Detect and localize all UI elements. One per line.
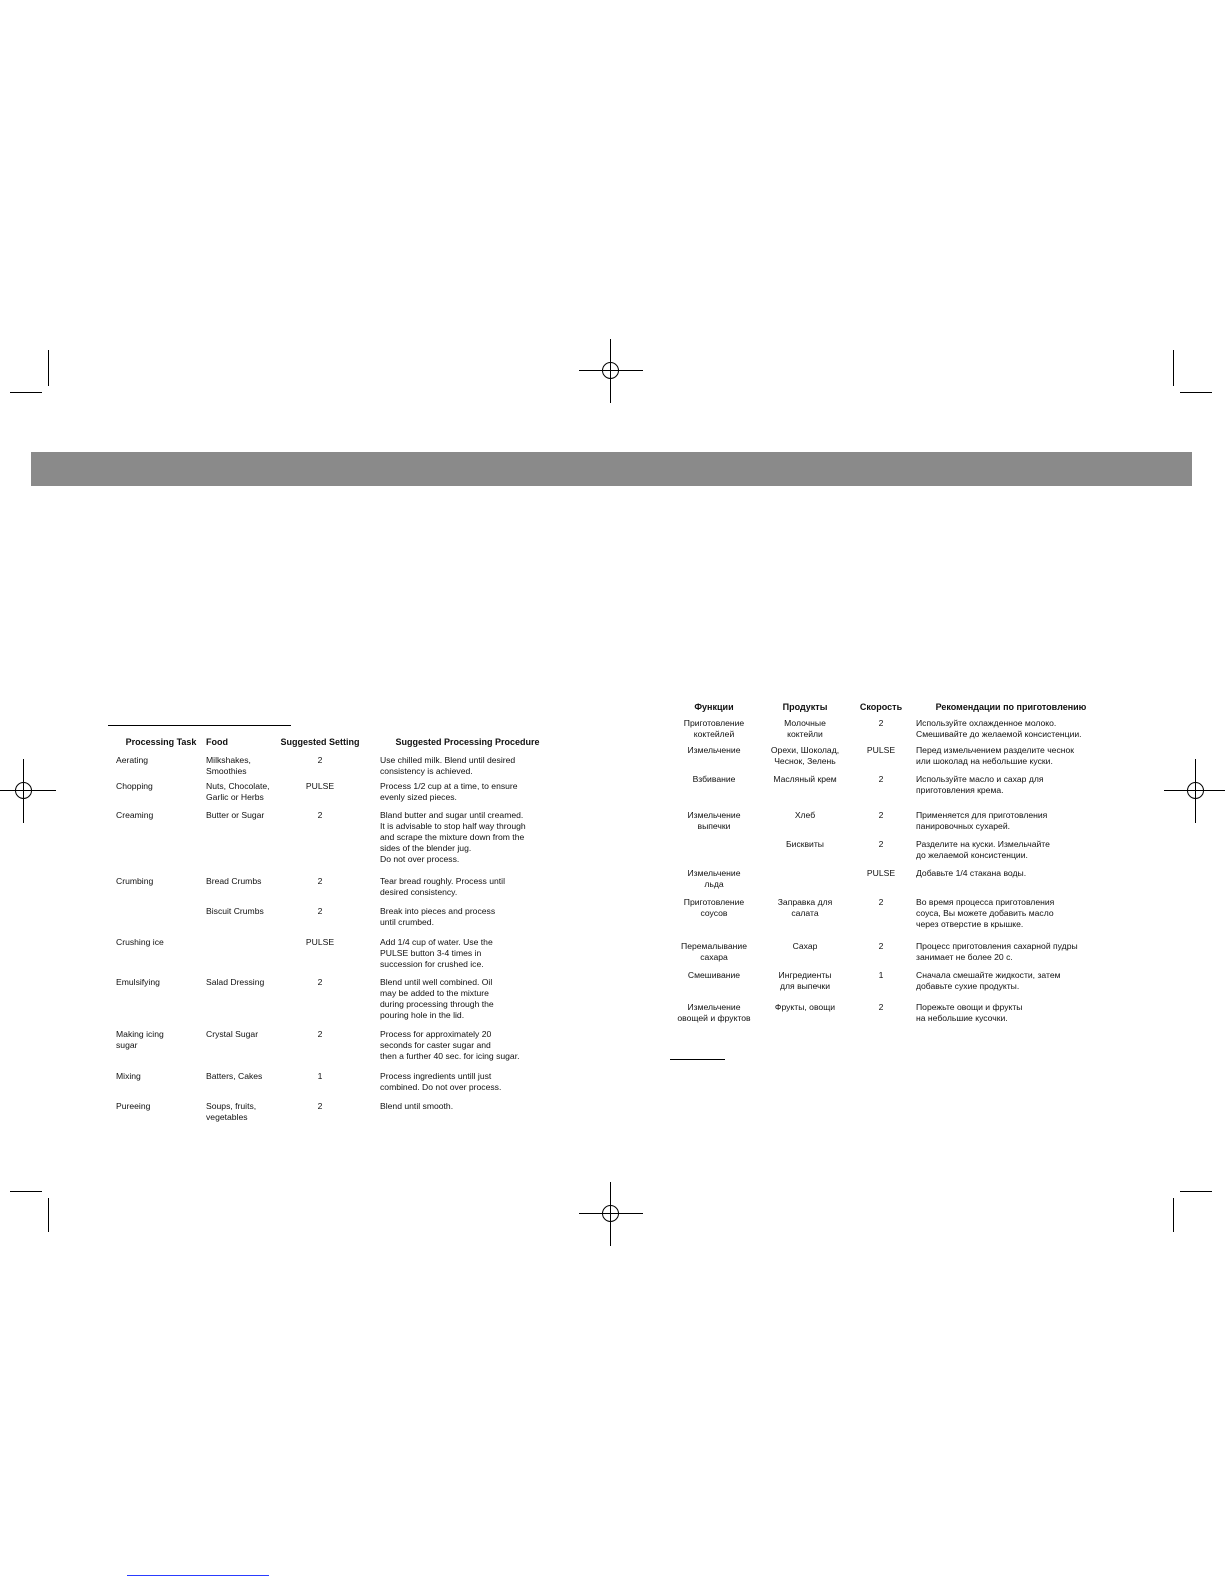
ru-row-2-setting: PULSE (866, 745, 896, 755)
section-rule (670, 1059, 725, 1060)
en-row-1-setting: 2 (317, 755, 323, 765)
en-row-5-procedure: Break into pieces and process until crumbed. (380, 906, 496, 927)
en-row-3-task: Creaming (116, 810, 154, 820)
en-header-food: Food (206, 737, 228, 747)
ru-row-6-setting: PULSE (866, 868, 896, 878)
en-row-3-food: Butter or Sugar (206, 810, 265, 820)
crop-mark (48, 1198, 49, 1232)
en-header-task: Processing Task (125, 737, 197, 747)
crop-mark (10, 1191, 42, 1192)
en-row-9-task: Mixing (116, 1071, 141, 1081)
ru-row-9-food: Ингредиенты для выпечки (778, 970, 832, 991)
en-row-5-setting: 2 (317, 906, 323, 916)
ru-row-7-procedure: Во время процесса приготовления соуса, Вы можете добавить масло через отверстие в крышке. (916, 897, 1055, 929)
en-row-2-task: Chopping (116, 781, 153, 791)
en-row-3-setting: 2 (317, 810, 323, 820)
ru-row-4-food: Хлеб (794, 810, 816, 820)
ru-row-9-procedure: Сначала смешайте жидкости, затем добавьте сухие продукты. (916, 970, 1061, 991)
en-row-10-food: Soups, fruits, vegetables (206, 1101, 257, 1122)
registration-mark-icon (1164, 759, 1225, 823)
ru-header-procedure: Рекомендации по приготовлению (935, 702, 1087, 712)
en-row-7-task: Emulsifying (116, 977, 160, 987)
en-row-7-procedure: Blend until well combined. Oil may be added to the mixture during processing through the pouring hole in the lid. (380, 977, 494, 1020)
en-row-1-task: Aerating (116, 755, 149, 765)
ru-row-2-task: Измельчение (687, 745, 741, 755)
ru-row-1-setting: 2 (878, 718, 884, 728)
en-row-8-procedure: Process for approximately 20 seconds for caster sugar and then a further 40 sec. for icing sugar. (380, 1029, 520, 1061)
ru-row-4-setting: 2 (878, 810, 884, 820)
ru-row-7-task: Приготовление соусов (683, 897, 745, 918)
ru-row-3-food: Масляный крем (773, 774, 837, 784)
en-row-1-food: Milkshakes, Smoothies (206, 755, 251, 776)
en-row-6-setting: PULSE (305, 937, 335, 947)
en-header-procedure: Suggested Processing Procedure (395, 737, 540, 747)
en-row-7-setting: 2 (317, 977, 323, 987)
ru-row-5-food: Бисквиты (786, 839, 824, 849)
footer-rule (127, 1575, 269, 1576)
ru-row-1-food: Молочные коктейли (784, 718, 826, 739)
ru-row-7-food: Заправка для салата (777, 897, 833, 918)
ru-row-2-food: Орехи, Шоколад, Чеснок, Зелень (770, 745, 840, 766)
en-row-9-food: Batters, Cakes (206, 1071, 263, 1081)
en-row-10-setting: 2 (317, 1101, 323, 1111)
en-row-8-setting: 2 (317, 1029, 323, 1039)
ru-row-7-setting: 2 (878, 897, 884, 907)
section-rule (108, 725, 291, 726)
ru-header-food: Продукты (782, 702, 828, 712)
en-row-2-food: Nuts, Chocolate, Garlic or Herbs (206, 781, 270, 802)
ru-row-4-task: Измельчение выпечки (687, 810, 741, 831)
en-row-9-setting: 1 (317, 1071, 323, 1081)
ru-row-8-food: Сахар (792, 941, 818, 951)
ru-header-task: Функции (694, 702, 734, 712)
crop-mark (1173, 1198, 1174, 1232)
en-row-2-setting: PULSE (305, 781, 335, 791)
ru-row-5-setting: 2 (878, 839, 884, 849)
ru-row-3-setting: 2 (878, 774, 884, 784)
en-row-2-procedure: Process 1/2 cup at a time, to ensure evenly sized pieces. (380, 781, 518, 802)
registration-mark-icon (0, 759, 56, 823)
en-row-1-procedure: Use chilled milk. Blend until desired consistency is achieved. (380, 755, 516, 776)
ru-row-6-task: Измельчение льда (687, 868, 741, 889)
en-row-3-procedure: Bland butter and sugar until creamed. It is advisable to stop half way through and scrape the mixture down from the sides of the blender jug. Do not over process. (380, 810, 526, 864)
crop-mark (10, 392, 42, 393)
crop-mark (1180, 1191, 1212, 1192)
ru-row-2-procedure: Перед измельчением разделите чеснок или шоколад на небольшие куски. (916, 745, 1075, 766)
ru-row-9-setting: 1 (878, 970, 884, 980)
ru-row-1-task: Приготовление коктейлей (683, 718, 745, 739)
ru-row-10-procedure: Порежьте овощи и фрукты на небольшие кусочки. (916, 1002, 1023, 1023)
en-header-setting: Suggested Setting (280, 737, 360, 747)
en-row-4-procedure: Tear bread roughly. Process until desired consistency. (380, 876, 505, 897)
registration-mark-icon (579, 339, 643, 403)
en-row-6-task: Crushing ice (116, 937, 164, 947)
ru-row-9-task: Смешивание (687, 970, 741, 980)
ru-row-8-task: Перемалывание сахара (681, 941, 747, 962)
en-row-4-food: Bread Crumbs (206, 876, 262, 886)
en-row-4-task: Crumbing (116, 876, 154, 886)
en-row-7-food: Salad Dressing (206, 977, 265, 987)
en-row-6-procedure: Add 1/4 cup of water. Use the PULSE button 3-4 times in succession for crushed ice. (380, 937, 493, 969)
registration-mark-icon (579, 1182, 643, 1246)
en-row-5-food: Biscuit Crumbs (206, 906, 264, 916)
en-row-10-task: Pureeing (116, 1101, 151, 1111)
en-row-8-task: Making icing sugar (116, 1029, 164, 1050)
ru-row-10-food: Фрукты, овощи (774, 1002, 836, 1012)
en-row-9-procedure: Process ingredients untill just combined. Do not over process. (380, 1071, 502, 1092)
ru-row-8-setting: 2 (878, 941, 884, 951)
ru-row-3-procedure: Используйте масло и сахар для приготовления крема. (916, 774, 1044, 795)
header-band (31, 452, 1192, 486)
ru-row-1-procedure: Используйте охлажденное молоко. Смешивайте до желаемой консистенции. (916, 718, 1082, 739)
ru-row-10-task: Измельчение овощей и фруктов (677, 1002, 751, 1023)
crop-mark (48, 350, 49, 386)
en-row-4-setting: 2 (317, 876, 323, 886)
ru-row-10-setting: 2 (878, 1002, 884, 1012)
en-row-10-procedure: Blend until smooth. (380, 1101, 454, 1111)
ru-row-5-procedure: Разделите на куски. Измельчайте до желаемой консистенции. (916, 839, 1050, 860)
crop-mark (1180, 392, 1212, 393)
ru-header-setting: Скорость (859, 702, 903, 712)
crop-mark (1173, 350, 1174, 386)
ru-row-8-procedure: Процесс приготовления сахарной пудры занимает не более 20 с. (916, 941, 1078, 962)
ru-row-3-task: Взбивание (692, 774, 736, 784)
ru-row-6-procedure: Добавьте 1/4 стакана воды. (916, 868, 1027, 878)
ru-row-4-procedure: Применяется для приготовления панировочных сухарей. (916, 810, 1048, 831)
en-row-8-food: Crystal Sugar (206, 1029, 259, 1039)
